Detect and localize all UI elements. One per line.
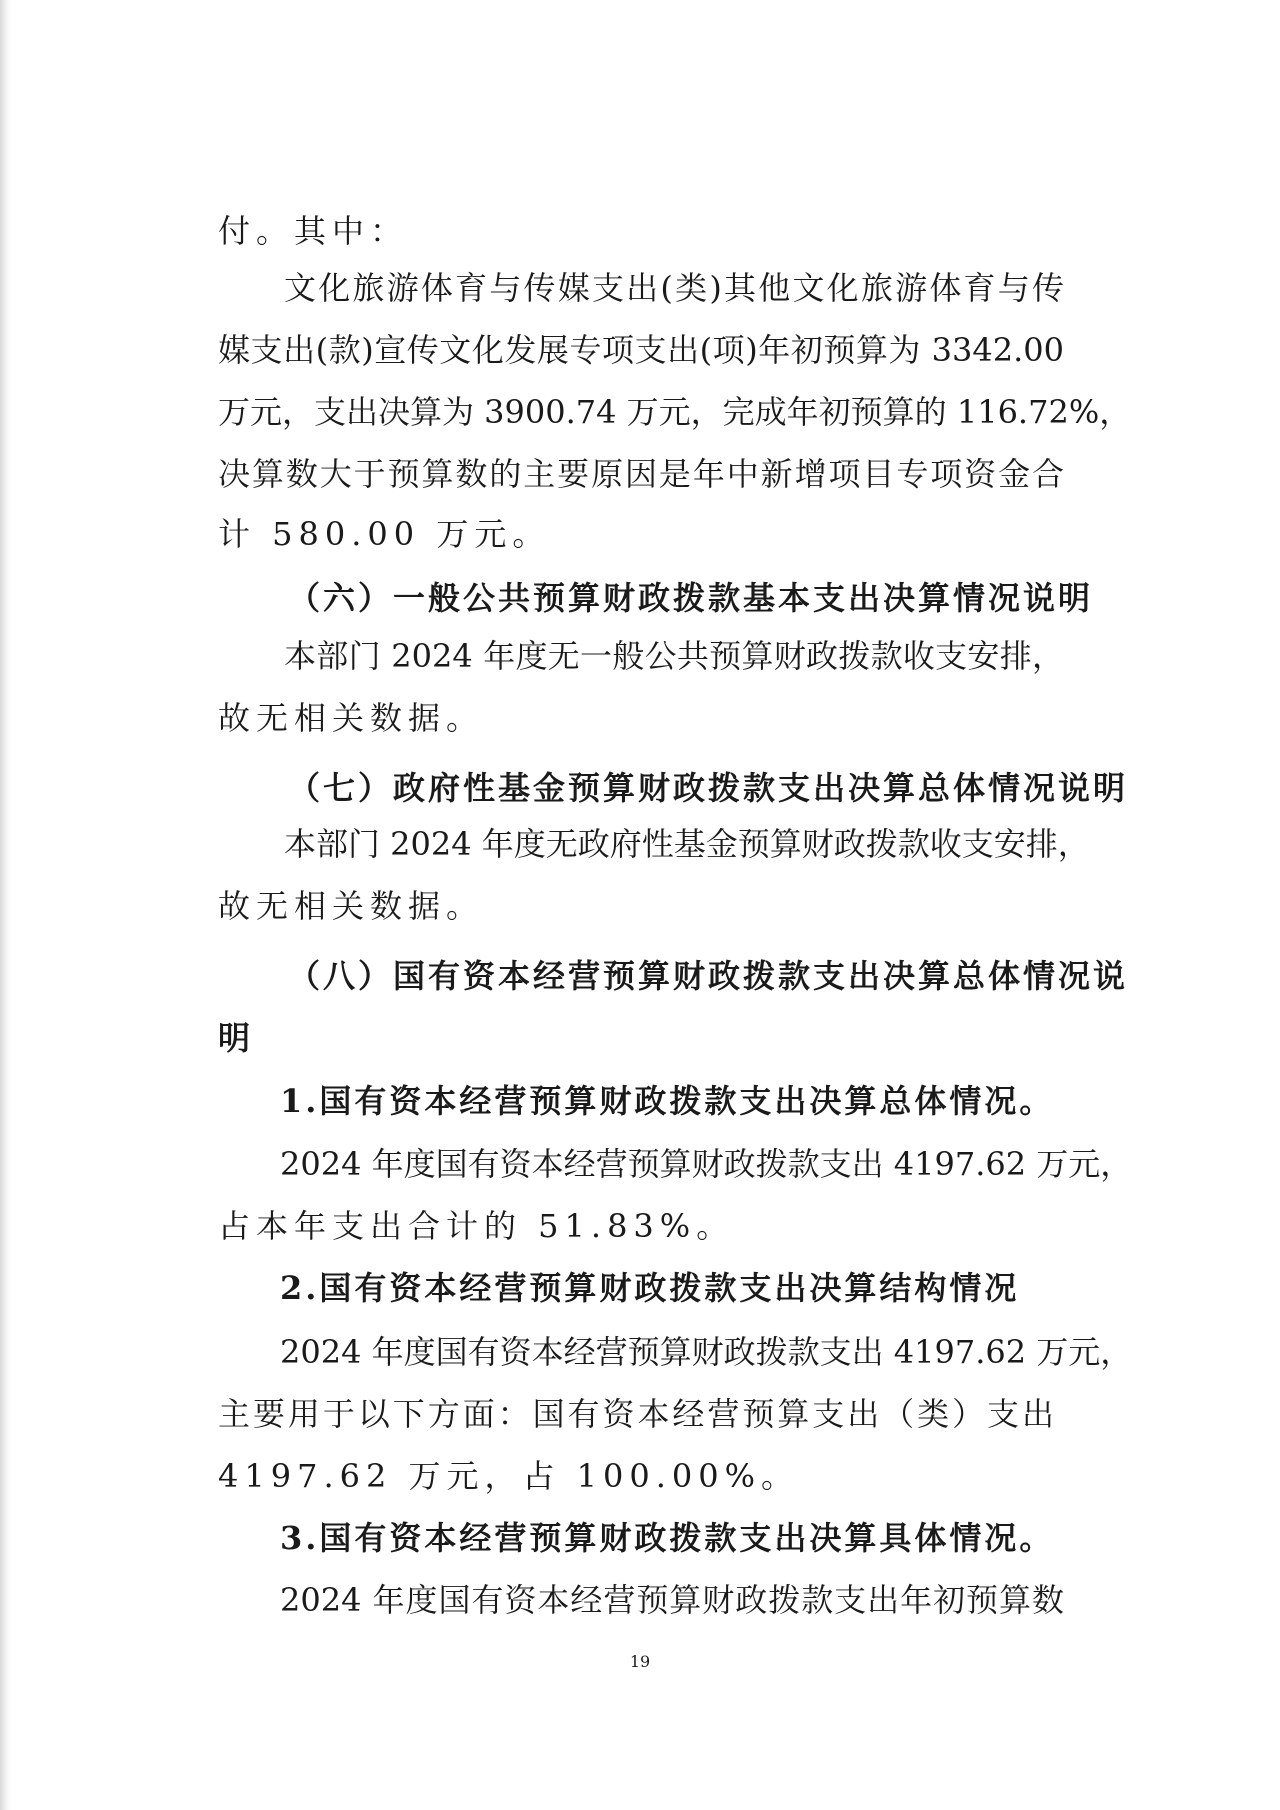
text-line: 4197.62 万元，占 100.00%。 <box>218 1457 800 1495</box>
text-line: 计 580.00 万元。 <box>218 515 551 553</box>
text-line: 2024 年度国有资本经营预算财政拨款支出 4197.62 万元， <box>280 1333 1133 1371</box>
page-number: 19 <box>629 1652 651 1671</box>
section-heading: （六）一般公共预算财政拨款基本支出决算情况说明 <box>288 579 1094 617</box>
text-line: 本部门 2024 年度无政府性基金预算财政拨款收支安排， <box>284 825 1090 863</box>
text-line: 主要用于以下方面：国有资本经营预算支出（类）支出 <box>218 1395 1054 1433</box>
subsection-heading: 3.国有资本经营预算财政拨款支出决算具体情况。 <box>280 1519 1055 1557</box>
text-line: 故无相关数据。 <box>218 887 485 925</box>
text-line: 2024 年度国有资本经营预算财政拨款支出年初预算数 <box>280 1581 1064 1619</box>
text-line: 占本年支出合计的 51.83%。 <box>218 1207 735 1245</box>
section-heading: （七）政府性基金预算财政拨款支出决算总体情况说明 <box>288 769 1129 807</box>
text-line: 决算数大于预算数的主要原因是年中新增项目专项资金合 <box>218 455 1064 493</box>
text-line: 本部门 2024 年度无一般公共预算财政拨款收支安排， <box>284 637 1064 675</box>
scan-left-edge-shadow <box>0 0 12 1810</box>
text-line: 2024 年度国有资本经营预算财政拨款支出 4197.62 万元， <box>280 1145 1133 1183</box>
subsection-heading: 2.国有资本经营预算财政拨款支出决算结构情况 <box>280 1269 1020 1307</box>
text-line: 万元，支出决算为 3900.74 万元，完成年初预算的 116.72%， <box>218 393 1132 431</box>
section-heading: 明 <box>218 1019 254 1057</box>
text-line: 故无相关数据。 <box>218 699 485 737</box>
section-heading: （八）国有资本经营预算财政拨款支出决算总体情况说 <box>288 957 1129 995</box>
subsection-heading: 1.国有资本经营预算财政拨款支出决算总体情况。 <box>280 1082 1055 1120</box>
text-line: 文化旅游体育与传媒支出(类)其他文化旅游体育与传 <box>284 269 1064 307</box>
text-line: 付。其中： <box>218 212 409 250</box>
text-line: 媒支出(款)宣传文化发展专项支出(项)年初预算为 3342.00 <box>218 331 1064 369</box>
